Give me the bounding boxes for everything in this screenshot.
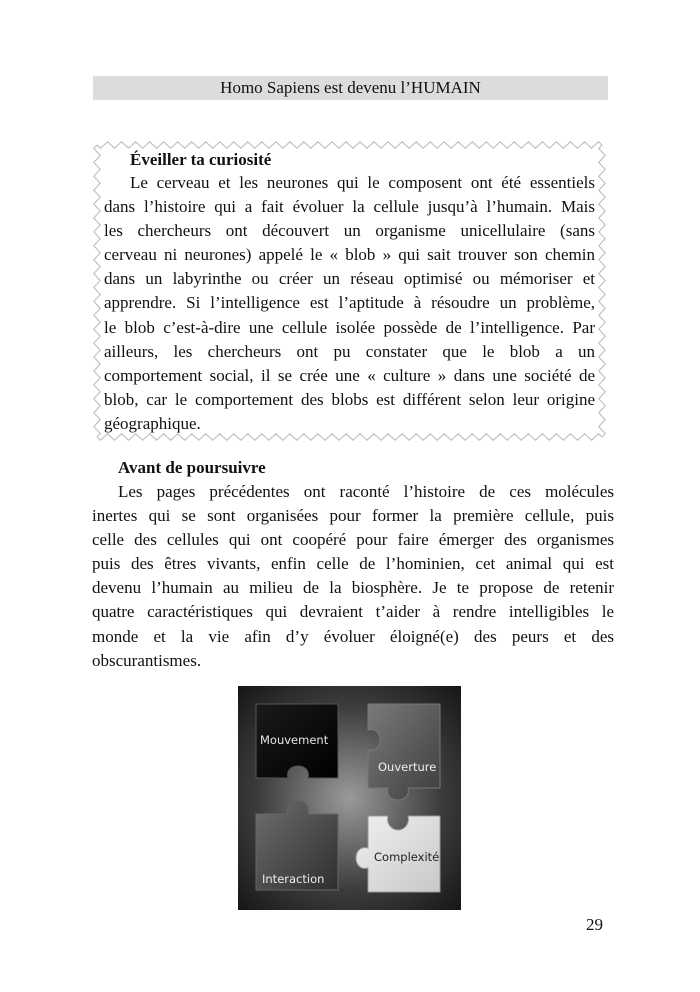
running-header-title: Homo Sapiens est devenu l’HUMAIN xyxy=(220,78,481,97)
page-number: 29 xyxy=(586,915,603,934)
section-line: monde et la vie afin d’y évoluer éloigné(e) des peurs et des xyxy=(92,626,614,646)
section-title: Avant de poursuivre xyxy=(118,458,266,477)
section-line: Les pages précédentes ont raconté l’histoire de ces molécules xyxy=(118,482,614,501)
box-line: dans un labyrinthe ou créer un réseau optimisé ou mémoriser et xyxy=(104,269,595,289)
section-line: celle des cellules qui ont coopéré pour faire émerger des organismes xyxy=(92,530,614,550)
section-before-continuing xyxy=(92,455,614,673)
curiosity-box xyxy=(92,140,607,442)
piece-label-mouvement: Mouvement xyxy=(260,733,329,747)
section-line: puis des êtres vivants, enfin celle de l’hominien, cet animal qui est xyxy=(92,554,614,574)
section-line: devenu l’humain au milieu de la biosphère. Je te propose de retenir xyxy=(92,578,614,598)
piece-label-interaction: Interaction xyxy=(262,872,325,886)
box-line: comportement social, il se crée une « culture » dans une société de xyxy=(104,365,595,385)
box-line: cerveau ni neurones) appelé le « blob » qui sait trouver son chemin xyxy=(104,245,595,265)
section-line: obscurantismes. xyxy=(92,650,202,670)
box-line: le blob c’est-à-dire une cellule isolée possède de l’intelligence. Par xyxy=(104,317,595,337)
box-line: géographique. xyxy=(104,413,201,433)
puzzle-piece-interaction xyxy=(256,800,338,890)
box-line: Le cerveau et les neurones qui le composent ont été essentiels xyxy=(130,173,595,192)
box-line: ailleurs, les chercheurs ont pu constater que le blob a un xyxy=(104,341,595,361)
box-line: blob, car le comportement des blobs est différent selon leur origine xyxy=(104,389,595,409)
box-title: Éveiller ta curiosité xyxy=(130,150,272,169)
section-line: quatre caractéristiques qui devraient t’aider à rendre intelligibles le xyxy=(92,602,614,622)
puzzle-figure xyxy=(238,686,461,910)
running-header xyxy=(93,76,608,100)
puzzle-piece-ouverture xyxy=(368,704,440,800)
box-line: les chercheurs ont découvert un organisme unicellulaire (sans xyxy=(104,221,595,241)
puzzle-illustration xyxy=(238,686,461,910)
piece-label-complexite: Complexité xyxy=(374,850,440,864)
box-line: apprendre. Si l’intelligence est l’aptitude à résoudre un problème, xyxy=(104,293,595,313)
section-line: inertes qui se sont organisées pour former la première cellule, puis xyxy=(92,506,614,526)
piece-label-ouverture: Ouverture xyxy=(378,760,437,774)
box-line: dans l’histoire qui a fait évoluer la cellule jusqu’à l’humain. Mais xyxy=(104,197,595,217)
